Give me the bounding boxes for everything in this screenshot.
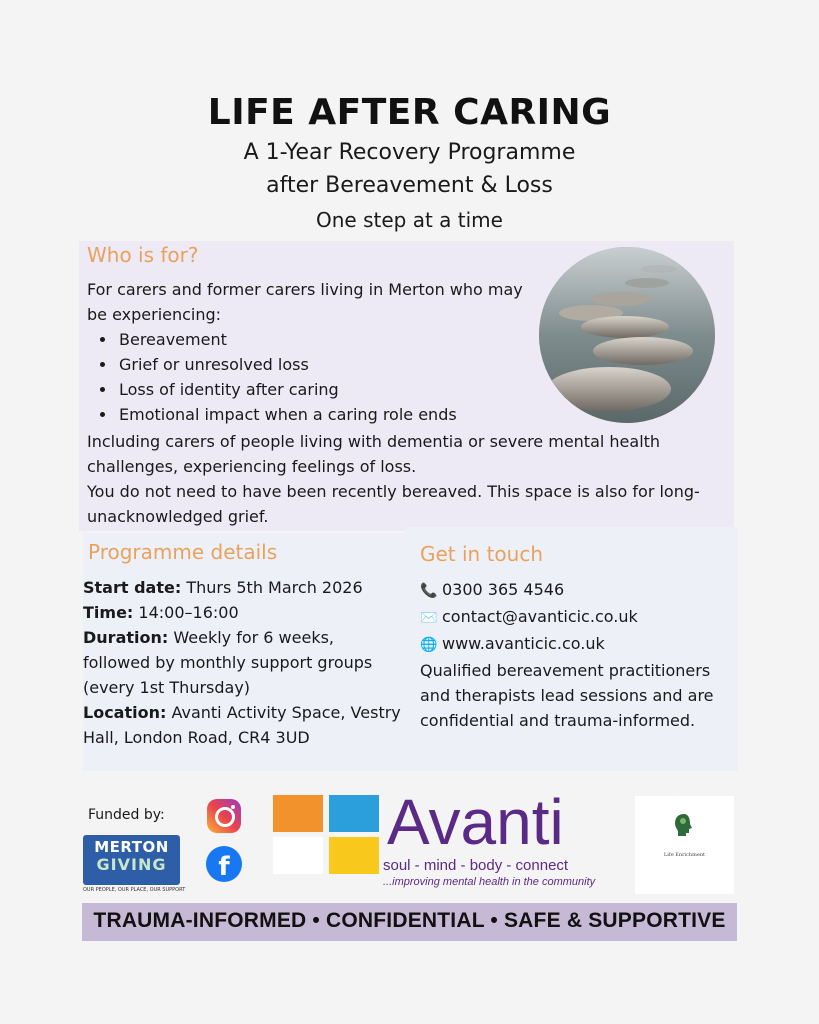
avanti-tagline: soul - mind - body - connect <box>383 857 569 874</box>
website-link[interactable]: www.avanticic.co.uk <box>442 634 605 653</box>
head-tree-icon <box>672 812 696 838</box>
page-title: LIFE AFTER CARING <box>207 92 612 133</box>
avanti-logo <box>273 786 613 895</box>
duration-label: Duration: <box>83 628 169 647</box>
logo-square-blue <box>329 795 379 832</box>
location-label: Location: <box>83 703 167 722</box>
logo-square-orange <box>273 795 323 832</box>
avanti-subtagline: ...improving mental health in the community <box>383 876 596 888</box>
life-enrichment-text: Life Enrichment <box>663 852 706 858</box>
list-item: • Bereavement <box>117 327 457 352</box>
life-enrichment-logo <box>635 796 734 894</box>
contact-heading: Get in touch <box>420 542 544 566</box>
who-extra-2: You do not need to have been recently bereaved. This space is also for long-unacknowledged grief. <box>87 482 700 526</box>
logo-square-white <box>273 837 323 874</box>
duration-row <box>83 625 405 700</box>
time-value: 14:00–16:00 <box>133 603 239 622</box>
stepping-stones-image <box>539 247 715 423</box>
merton-tagline: OUR PEOPLE, OUR PLACE, OUR SUPPORT <box>83 887 186 893</box>
instagram-icon[interactable] <box>207 799 241 833</box>
tagline: One step at a time <box>316 208 503 232</box>
start-date-row <box>83 575 405 600</box>
phone-number[interactable]: 0300 365 4546 <box>442 580 565 599</box>
who-bullet-list <box>95 327 457 427</box>
subtitle-line-1: A 1-Year Recovery Programme <box>243 140 576 165</box>
phone-row[interactable] <box>420 577 730 604</box>
start-date-label: Start date: <box>83 578 182 597</box>
email-icon: ✉️ <box>420 610 438 626</box>
who-heading: Who is for? <box>87 243 199 267</box>
globe-icon: 🌐 <box>420 637 438 653</box>
list-item: • Emotional impact when a caring role ends <box>117 402 457 427</box>
contact-details <box>420 577 730 733</box>
subtitle-line-2: after Bereavement & Loss <box>266 173 553 198</box>
facebook-icon[interactable]: f <box>206 846 242 882</box>
location-row <box>83 700 405 750</box>
email-link[interactable]: contact@avanticic.co.uk <box>442 607 638 626</box>
banner-text: TRAUMA-INFORMED • CONFIDENTIAL • SAFE & SUPPORTIVE <box>93 909 726 932</box>
who-intro: For carers and former carers living in Merton who may be experiencing: <box>87 280 523 324</box>
merton-logo-line1: MERTON <box>94 838 169 856</box>
who-extra-1: Including carers of people living with dementia or severe mental health challenges, experiencing feelings of loss. <box>87 432 661 476</box>
avanti-wordmark: Avanti <box>387 786 564 858</box>
funded-by-label: Funded by: <box>88 807 165 823</box>
duration-value: Weekly for 6 weeks, followed by monthly support groups (every 1st Thursday) <box>83 628 373 697</box>
list-item: • Loss of identity after caring <box>117 377 457 402</box>
merton-giving-logo <box>83 835 180 885</box>
programme-details <box>83 575 405 750</box>
start-date-value: Thurs 5th March 2026 <box>181 578 363 597</box>
programme-heading: Programme details <box>88 540 278 564</box>
who-extra-text <box>87 429 727 529</box>
phone-icon: 📞 <box>420 583 438 599</box>
email-row[interactable] <box>420 604 730 631</box>
location-value: Avanti Activity Space, Vestry Hall, London Road, CR4 3UD <box>83 703 401 747</box>
logo-square-yellow <box>329 837 379 874</box>
website-row[interactable] <box>420 631 730 658</box>
contact-note: Qualified bereavement practitioners and therapists lead sessions and are confidential and trauma-informed. <box>420 661 714 730</box>
time-row <box>83 600 405 625</box>
list-item: • Grief or unresolved loss <box>117 352 457 377</box>
time-label: Time: <box>83 603 134 622</box>
merton-logo-line2: GIVING <box>96 855 167 874</box>
